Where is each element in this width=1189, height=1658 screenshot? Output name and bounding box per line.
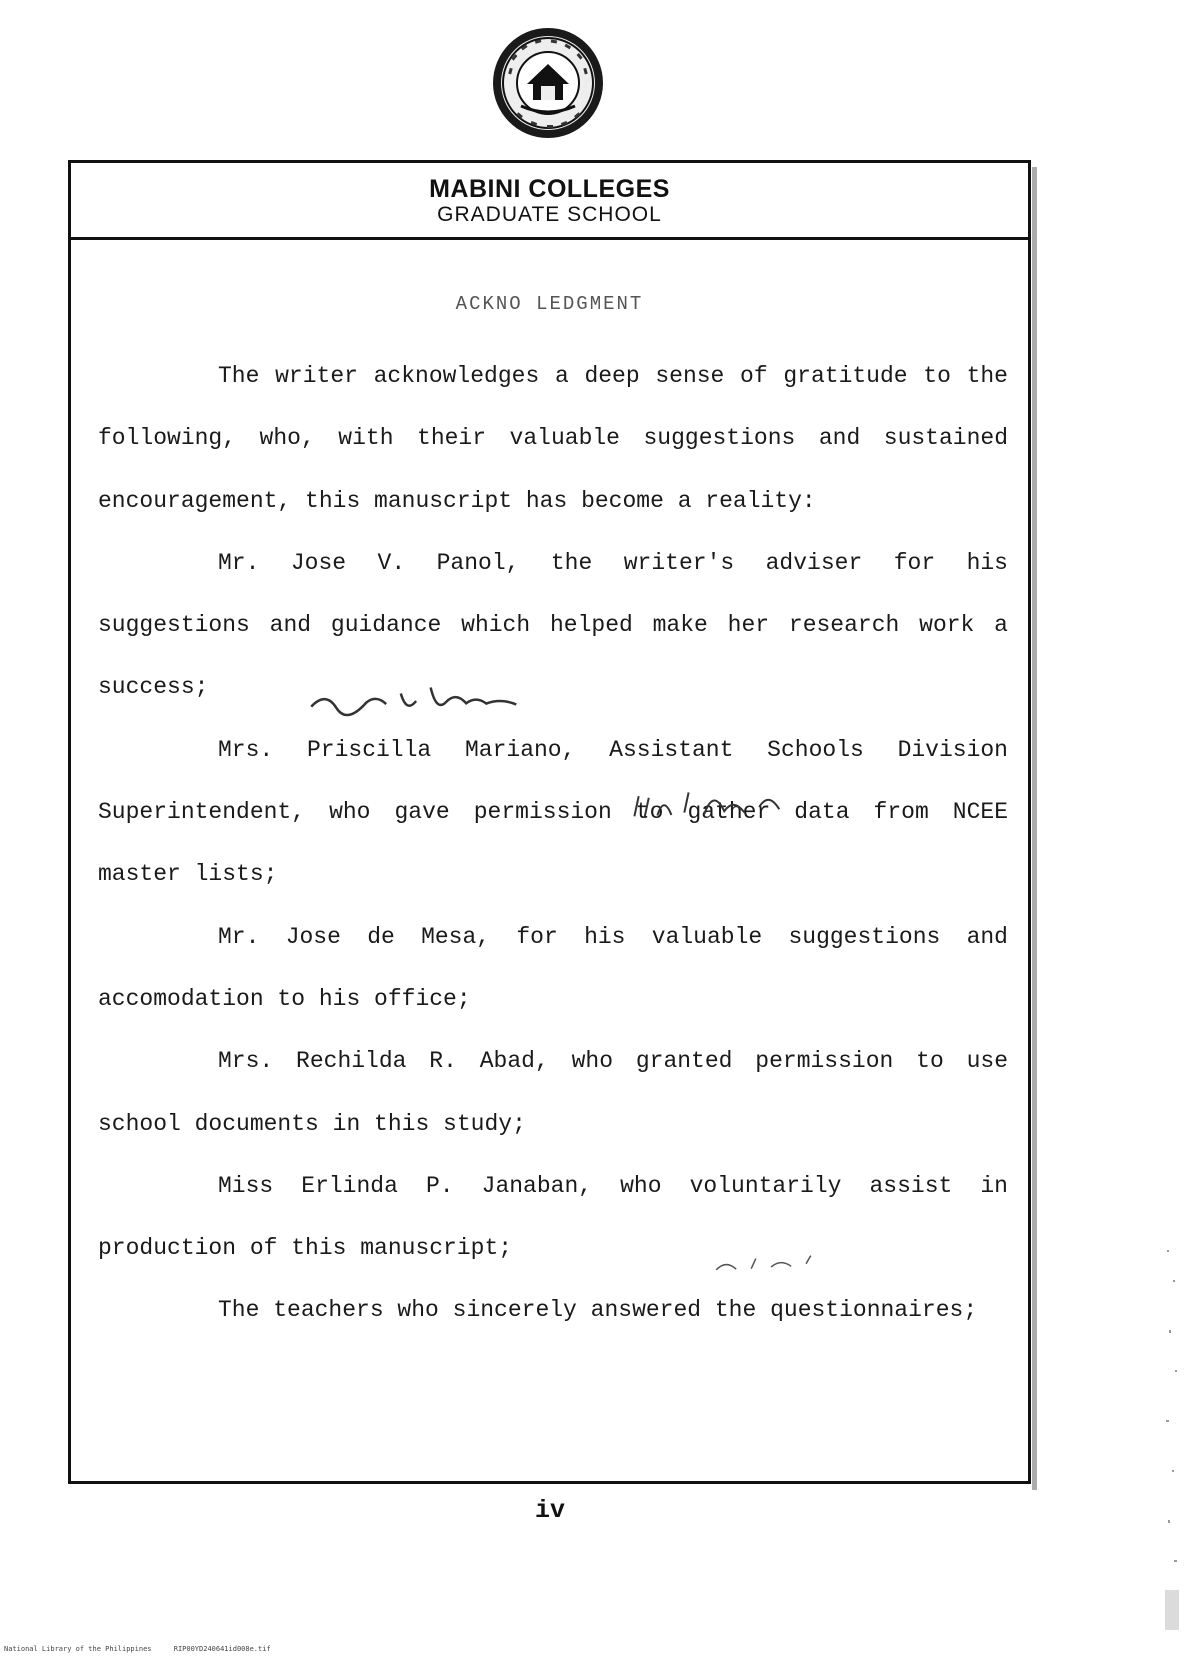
footer	[4, 1645, 289, 1653]
acknowledgment-body	[98, 345, 1008, 1342]
header	[71, 175, 1028, 227]
school-seal-icon	[491, 26, 605, 140]
footer-file: RIP00YD240641id008e.tif	[173, 1645, 271, 1653]
school-name: GRADUATE SCHOOL	[437, 203, 662, 226]
document-frame	[68, 160, 1031, 1484]
paragraph: Mr. Jose de Mesa, for his valuable suggestions and accomodation to his office;	[98, 923, 1008, 1012]
college-name: MABINI COLLEGES	[429, 175, 670, 203]
signature-scribble	[711, 1251, 832, 1275]
signature-scribble	[628, 780, 829, 827]
header-rule	[71, 237, 1028, 240]
page-title: ACKNO LEDGMENT	[455, 293, 644, 315]
footer-library: National Library of the Philippines	[4, 1645, 152, 1653]
paragraph: The teachers who sincerely answered the questionnaires;	[218, 1297, 978, 1324]
signature-scribble	[305, 669, 527, 727]
paragraph: Mrs. Priscilla Mariano, Assistant Schools Division Superintendent, who gave permission to gather data from NCEE master lists;	[98, 736, 1008, 888]
paragraph: The writer acknowledges a deep sense of gratitude to the following, who, with their valuable suggestions and sustained encouragement, this manuscript has become a reality:	[98, 363, 1008, 514]
page-number: iv	[534, 1496, 565, 1525]
paragraph: Mrs. Rechilda R. Abad, who granted permission to use school documents in this study;	[98, 1048, 1008, 1137]
scan-noise	[1163, 1240, 1181, 1640]
paragraph: Miss Erlinda P. Janaban, who voluntarily assist in production of this manuscript;	[98, 1172, 1008, 1262]
paragraph: Mr. Jose V. Panol, the writer's adviser for his suggestions and guidance which helped make her research work a success;	[98, 549, 1008, 701]
